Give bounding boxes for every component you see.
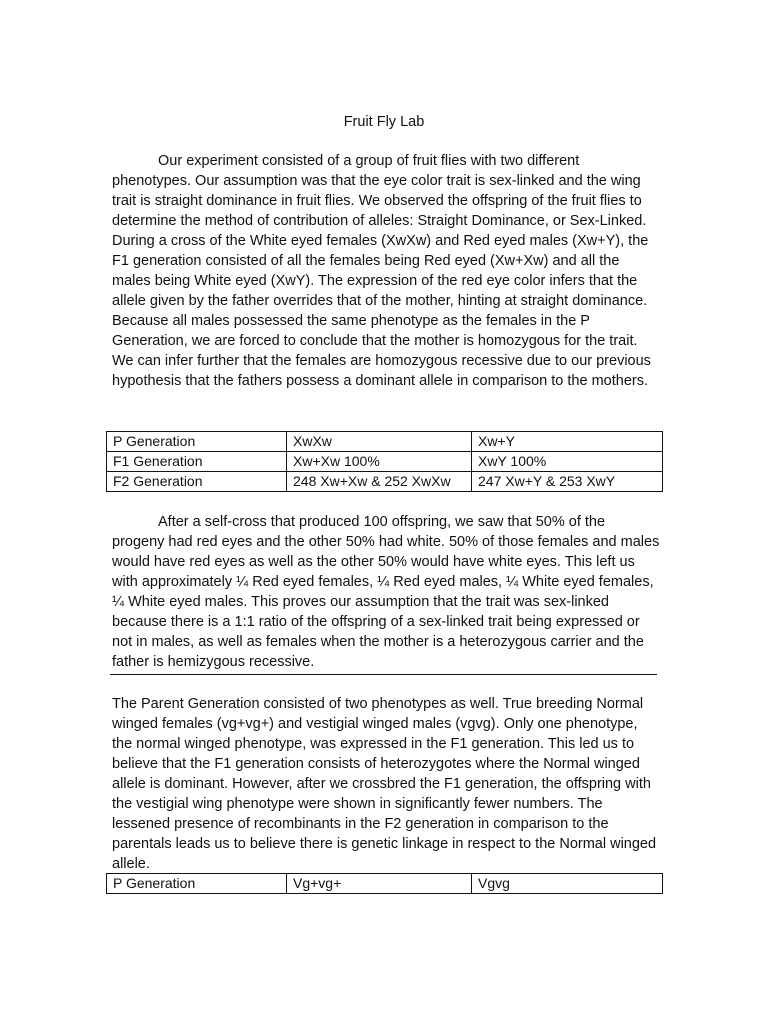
table-cell: 248 Xw+Xw & 252 XwXw bbox=[287, 472, 472, 492]
table-row bbox=[107, 432, 663, 452]
document-title: Fruit Fly Lab bbox=[343, 114, 425, 130]
table-cell: F2 Generation bbox=[107, 472, 287, 492]
table-cell: XwY 100% bbox=[472, 452, 663, 472]
table-cell: P Generation bbox=[107, 874, 287, 894]
table-cell: XwXw bbox=[287, 432, 472, 452]
table-row bbox=[107, 452, 663, 472]
eye-color-genotype-table bbox=[106, 431, 663, 492]
table-row bbox=[107, 472, 663, 492]
table-cell: Xw+Y bbox=[472, 432, 663, 452]
table-cell: Xw+Xw 100% bbox=[287, 452, 472, 472]
wing-genotype-table bbox=[106, 873, 663, 894]
table-cell: Vgvg bbox=[472, 874, 663, 894]
table-cell: F1 Generation bbox=[107, 452, 287, 472]
table-cell: P Generation bbox=[107, 432, 287, 452]
section-divider bbox=[110, 674, 657, 675]
paragraph-wing-trait: The Parent Generation consisted of two phenotypes as well. True breeding Normal winged females (vg+vg+) and vestigial winged males (vgvg). Only one phenotype, the normal winged phenotype, was expressed in the F1 generation. This led us to believe that the F1 generation consists of heterozygotes where the Normal winged allele is dominant. However, after we crossbred the F1 generation, the offspring with the vestigial wing phenotype were shown in significantly fewer numbers. The lessened presence of recombinants in the F2 generation in comparison to the parentals leads us to believe there is genetic linkage in respect to the Normal winged allele. bbox=[112, 696, 657, 872]
table-cell: 247 Xw+Y & 253 XwY bbox=[472, 472, 663, 492]
paragraph-eye-color-intro: Our experiment consisted of a group of fruit flies with two different phenotypes. Our assumption was that the eye color trait is sex-linked and the wing trait is straight dominance in fruit flies. We observed the offspring of the fruit flies to determine the method of contribution of alleles: Straight Dominance, or Sex-Linked. During a cross of the White eyed females (XwXw) and Red eyed males (Xw+Y), the F1 generation consisted of all the females being Red eyed (Xw+Xw) and all the males being White eyed (XwY). The expression of the red eye color infers that the allele given by the father overrides that of the mother, hinting at straight dominance. Because all males possessed the same phenotype as the females in the P Generation, we are forced to conclude that the mother is homozygous for the trait. We can infer further that the females are homozygous recessive due to our previous hypothesis that the fathers possess a dominant allele in comparison to the mothers. bbox=[112, 153, 651, 389]
paragraph-self-cross-results: After a self-cross that produced 100 offspring, we saw that 50% of the progeny had red eyes and the other 50% had white. 50% of those females and males would have red eyes as well as the other 50% would have white eyes. This left us with approximately ¼ Red eyed females, ¼ Red eyed males, ¼ White eyed females, ¼ White eyed males. This proves our assumption that the trait was sex-linked because there is a 1:1 ratio of the offspring of a sex-linked trait being expressed or not in males, as well as females when the mother is a heterozygous carrier and the father is hemizygous recessive. bbox=[112, 514, 660, 670]
table-cell: Vg+vg+ bbox=[287, 874, 472, 894]
table-row bbox=[107, 874, 663, 894]
